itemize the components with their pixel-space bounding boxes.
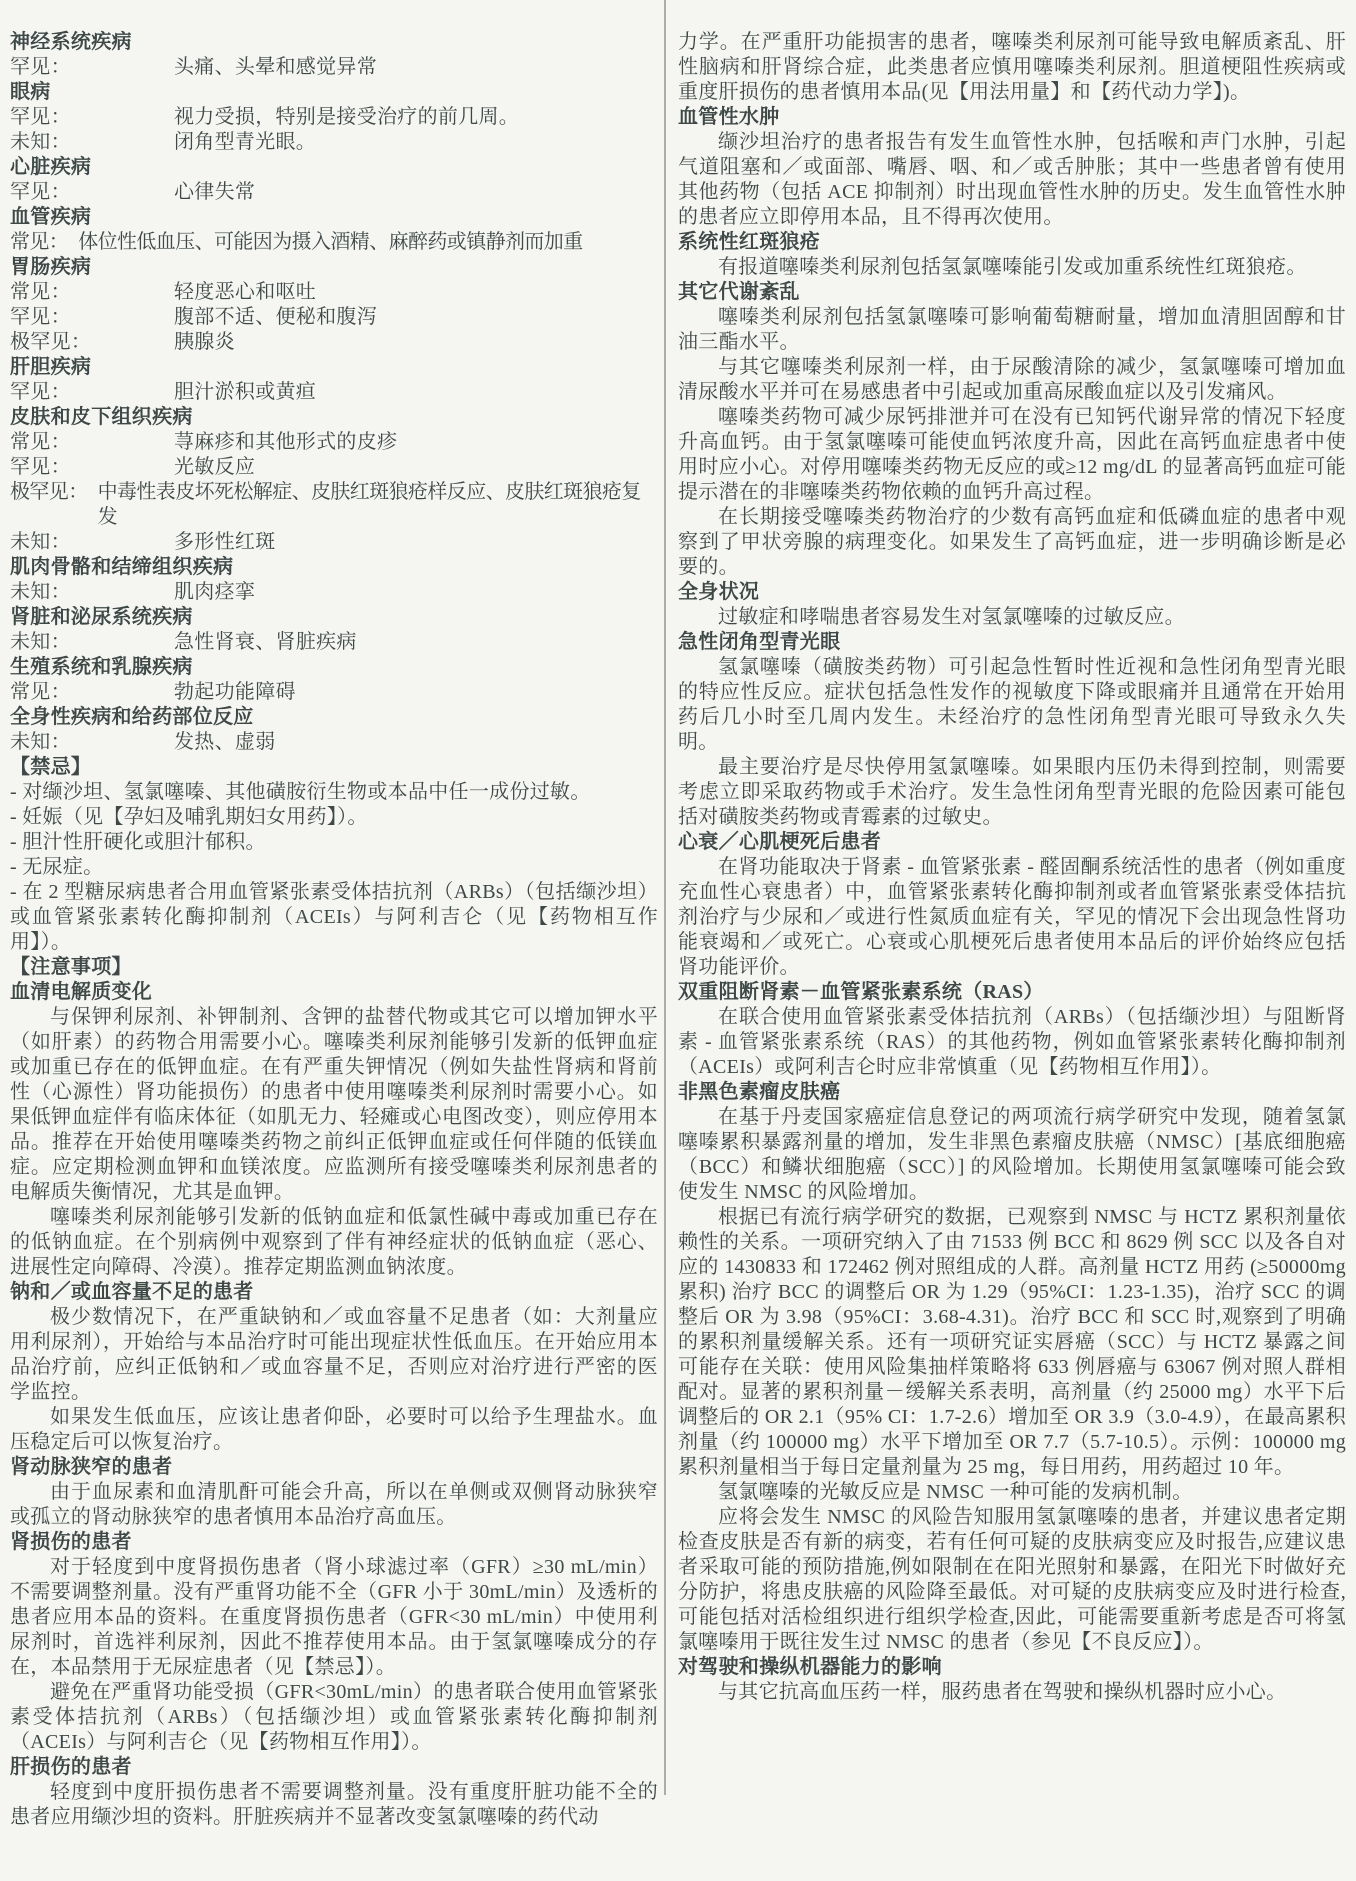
frequency-text: 腹部不适、便秘和腹泻	[174, 306, 377, 328]
section-heading: 系统性红斑狼疮	[678, 231, 821, 253]
frequency-text: 荨麻疹和其他形式的皮疹	[174, 431, 398, 453]
frequency-text: 轻度恶心和呕吐	[174, 281, 317, 303]
body-paragraph: 极少数情况下，在严重缺钠和／或血容量不足患者（如：大剂量应用利尿剂），开始给与本品治疗时可能出现症状性低血压。在开始应用本品治疗前，应纠正低钠和／或血容量不足，否则应对治疗进行严密的医学监控。	[10, 1306, 658, 1403]
frequency-text: 头痛、头晕和感觉异常	[174, 56, 377, 78]
section-heading: 全身性疾病和给药部位反应	[10, 706, 254, 728]
section-heading: 其它代谢紊乱	[678, 281, 800, 303]
frequency-label: 极罕见：	[10, 481, 88, 503]
body-paragraph: 在肾功能取决于肾素 - 血管紧张素 - 醛固酮系统活性的患者（例如重度充血性心衰患者）中，血管紧张素转化酶抑制剂或者血管紧张素受体拮抗剂治疗与少尿和／或进行性氮质血症有关，罕见的情况下会出现急性肾功能衰竭和／或死亡。心衰或心肌梗死后患者使用本品后的评价始终应包括肾功能评价。	[678, 856, 1346, 978]
frequency-label: 常见：	[10, 231, 69, 253]
section-heading: 对驾驶和操纵机器能力的影响	[678, 1656, 942, 1678]
left-column	[10, 30, 658, 1830]
contraindication-item: - 在 2 型糖尿病患者合用血管紧张素受体拮抗剂（ARBs）（包括缬沙坦）或血管紧张素转化酶抑制剂（ACEIs）与阿利吉仑（见【药物相互作用】）。	[10, 881, 658, 953]
frequency-label: 常见：	[10, 681, 71, 703]
body-paragraph: 根据已有流行病学研究的数据，已观察到 NMSC 与 HCTZ 累积剂量依赖性的关系。一项研究纳入了由 71533 例 BCC 和 8629 例 SCC 以及各自对应的 1430833 和 172462 例对照组成的人群。高剂量 HCTZ 用药 (≥50000mg 累积) 治疗 BCC 的调整后 OR 为 1.29（95%CI：1.23-1.35)，治疗 SCC 的调整后 OR 为 3.98（95%CI：3.68-4.31)。治疗 BCC 和 SCC 时,观察到了明确的累积剂量缓解关系。还有一项研究证实唇癌（SCC）与 HCTZ 暴露之间可能存在关联：使用风险集抽样策略将 633 例唇癌与 63067 例对照人群相配对。显著的累积剂量－缓解关系表明，高剂量（约 25000 mg）水平下后调整后的 OR 2.1（95% CI：1.7-2.6）增加至 OR 3.9（3.0-4.9），在最高累积剂量（约 100000 mg）水平下增加至 OR 7.7（5.7-10.5）。示例：100000 mg 累积剂量相当于每日定量剂量为 25 mg，每日用药，用药超过 10 年。	[678, 1206, 1346, 1478]
frequency-text: 胰腺炎	[174, 331, 235, 353]
section-heading: 肝损伤的患者	[10, 1756, 132, 1778]
body-paragraph: 噻嗪类利尿剂包括氢氯噻嗪可影响葡萄糖耐量，增加血清胆固醇和甘油三酯水平。	[678, 306, 1346, 353]
adverse-reaction-row	[10, 230, 658, 255]
adverse-reaction-row	[10, 730, 658, 755]
section-heading: 心脏疾病	[10, 156, 92, 178]
frequency-label: 极罕见：	[10, 331, 92, 353]
frequency-label: 罕见：	[10, 381, 71, 403]
body-paragraph: 过敏症和哮喘患者容易发生对氢氯噻嗪的过敏反应。	[718, 606, 1185, 628]
frequency-text: 急性肾衰、肾脏疾病	[174, 631, 357, 653]
body-paragraph: 最主要治疗是尽快停用氢氯噻嗪。如果眼内压仍未得到控制，则需要考虑立即采取药物或手术治疗。发生急性闭角型青光眼的危险因素可能包括对磺胺类药物或青霉素的过敏史。	[678, 756, 1346, 828]
body-paragraph: 轻度到中度肝损伤患者不需要调整剂量。没有重度肝脏功能不全的患者应用缬沙坦的资料。肝脏疾病并不显著改变氢氯噻嗪的药代动	[10, 1781, 658, 1828]
section-heading: 肝胆疾病	[10, 356, 92, 378]
frequency-label: 未知：	[10, 531, 71, 553]
contraindication-item: - 妊娠（见【孕妇及哺乳期妇女用药】）。	[10, 806, 368, 828]
section-heading: 心衰／心肌梗死后患者	[678, 831, 881, 853]
adverse-reaction-row	[10, 580, 658, 605]
section-heading: 神经系统疾病	[10, 31, 132, 53]
section-heading: 肌肉骨骼和结缔组织疾病	[10, 556, 234, 578]
frequency-text: 多形性红斑	[174, 531, 276, 553]
frequency-label: 未知：	[10, 731, 71, 753]
frequency-label: 罕见：	[10, 306, 71, 328]
section-heading: 肾动脉狭窄的患者	[10, 1456, 173, 1478]
body-paragraph: 氢氯噻嗪（磺胺类药物）可引起急性暂时性近视和急性闭角型青光眼的特应性反应。症状包括急性发作的视敏度下降或眼痛并且通常在开始用药后几小时至几周内发生。未经治疗的急性闭角型青光眼可导致永久失明。	[678, 656, 1346, 753]
adverse-reaction-row	[10, 55, 658, 80]
adverse-reaction-row	[10, 380, 658, 405]
adverse-reaction-row	[10, 630, 658, 655]
section-heading: 眼病	[10, 81, 51, 103]
bracket-section-heading: 【禁忌】	[10, 756, 92, 778]
frequency-text: 中毒性表皮坏死松解症、皮肤红斑狼疮样反应、皮肤红斑狼疮复发	[97, 481, 641, 528]
adverse-reaction-row	[10, 280, 658, 305]
section-heading: 肾脏和泌尿系统疾病	[10, 606, 193, 628]
body-paragraph: 应将会发生 NMSC 的风险告知服用氢氯噻嗪的患者，并建议患者定期检查皮肤是否有新的病变，若有任何可疑的皮肤病变应及时报告,应建议患者采取可能的预防措施,例如限制在在阳光照射和暴露，在阳光下时做好充分防护，将患皮肤癌的风险降至最低。对可疑的皮肤病变应及时进行检查,可能包括对活检组织进行组织学检查,因此，可能需要重新考虑是否可将氢氯噻嗪用于既往发生过 NMSC 的患者（参见【不良反应】）。	[678, 1506, 1346, 1653]
frequency-label: 罕见：	[10, 56, 71, 78]
section-heading: 钠和／或血容量不足的患者	[10, 1281, 254, 1303]
section-heading: 胃肠疾病	[10, 256, 92, 278]
body-paragraph: 如果发生低血压，应该让患者仰卧，必要时可以给予生理盐水。血压稳定后可以恢复治疗。	[10, 1406, 658, 1453]
frequency-text: 发热、虚弱	[174, 731, 276, 753]
contraindication-item: - 无尿症。	[10, 856, 104, 878]
frequency-label: 常见：	[10, 431, 71, 453]
frequency-label: 罕见：	[10, 456, 71, 478]
frequency-text: 勃起功能障碍	[174, 681, 296, 703]
adverse-reaction-row	[10, 530, 658, 555]
section-heading: 非黑色素瘤皮肤癌	[678, 1081, 841, 1103]
section-heading: 生殖系统和乳腺疾病	[10, 656, 193, 678]
section-heading: 血清电解质变化	[10, 981, 153, 1003]
section-heading: 皮肤和皮下组织疾病	[10, 406, 193, 428]
body-paragraph: 在基于丹麦国家癌症信息登记的两项流行病学研究中发现，随着氢氯噻嗪累积暴露剂量的增加，发生非黑色素瘤皮肤癌（NMSC）[基底细胞癌（BCC）和鳞状细胞癌（SCC）] 的风险增加。长期使用氢氯噻嗪可能会致使发生 NMSC 的风险增加。	[678, 1106, 1346, 1203]
body-paragraph: 与其它噻嗪类利尿剂一样，由于尿酸清除的减少，氢氯噻嗪可增加血清尿酸水平并可在易感患者中引起或加重高尿酸血症以及引发痛风。	[678, 356, 1346, 403]
section-heading: 双重阻断肾素－血管紧张素系统（RAS）	[678, 981, 1044, 1003]
body-paragraph: 噻嗪类利尿剂能够引发新的低钠血症和低氯性碱中毒或加重已存在的低钠血症。在个别病例中观察到了伴有神经症状的低钠血症（恶心、进展性定向障碍、冷漠）。推荐定期监测血钠浓度。	[10, 1206, 658, 1278]
section-heading: 急性闭角型青光眼	[678, 631, 841, 653]
adverse-reaction-row	[10, 105, 658, 130]
contraindication-item: - 对缬沙坦、氢氯噻嗪、其他磺胺衍生物或本品中任一成份过敏。	[10, 781, 591, 803]
body-paragraph: 力学。在严重肝功能损害的患者，噻嗪类利尿剂可能导致电解质紊乱、肝性脑病和肝肾综合症，此类患者应慎用噻嗪类利尿剂。胆道梗阻性疾病或重度肝损伤的患者慎用本品(见【用法用量】和【药代动力学】)。	[678, 31, 1346, 103]
body-paragraph: 噻嗪类药物可减少尿钙排泄并可在没有已知钙代谢异常的情况下轻度升高血钙。由于氢氯噻嗪可能使血钙浓度升高，因此在高钙血症患者中使用时应小心。对停用噻嗪类药物无反应的或≥12 mg/dL 的显著高钙血症可能提示潜在的非噻嗪类药物依赖的血钙升高过程。	[678, 406, 1346, 503]
adverse-reaction-row	[10, 430, 658, 455]
frequency-text: 胆汁淤积或黄疸	[174, 381, 317, 403]
adverse-reaction-row	[10, 330, 658, 355]
body-paragraph: 在联合使用血管紧张素受体拮抗剂（ARBs）（包括缬沙坦）与阻断肾素 - 血管紧张素系统（RAS）的其他药物，例如血管紧张素转化酶抑制剂（ACEIs）或阿利吉仑时应非常慎重（见【药物相互作用】）。	[678, 1006, 1346, 1078]
adverse-reaction-row	[10, 130, 658, 155]
frequency-label: 罕见：	[10, 181, 71, 203]
column-divider	[664, 0, 666, 1795]
section-heading: 肾损伤的患者	[10, 1531, 132, 1553]
frequency-text: 肌肉痉挛	[174, 581, 256, 603]
section-heading: 血管性水肿	[678, 106, 780, 128]
frequency-text: 闭角型青光眼。	[174, 131, 317, 153]
body-paragraph: 缬沙坦治疗的患者报告有发生血管性水肿，包括喉和声门水肿，引起气道阻塞和／或面部、嘴唇、咽、和／或舌肿胀；其中一些患者曾有使用其他药物（包括 ACE 抑制剂）时出现血管性水肿的历史。发生血管性水肿的患者应立即停用本品，且不得再次使用。	[678, 131, 1346, 228]
frequency-text: 体位性低血压、可能因为摄入酒精、麻醉药或镇静剂而加重	[78, 231, 583, 253]
adverse-reaction-row	[10, 480, 658, 530]
right-column	[678, 30, 1346, 1705]
body-paragraph: 由于血尿素和血清肌酐可能会升高，所以在单侧或双侧肾动脉狭窄或孤立的肾动脉狭窄的患者慎用本品治疗高血压。	[10, 1481, 658, 1528]
frequency-label: 未知：	[10, 131, 71, 153]
adverse-reaction-row	[10, 305, 658, 330]
frequency-label: 罕见：	[10, 106, 71, 128]
section-heading: 全身状况	[678, 581, 760, 603]
adverse-reaction-row	[10, 680, 658, 705]
frequency-label: 常见：	[10, 281, 71, 303]
frequency-text: 光敏反应	[174, 456, 256, 478]
adverse-reaction-row	[10, 180, 658, 205]
frequency-text: 心律失常	[174, 181, 256, 203]
body-paragraph: 与其它抗高血压药一样，服药患者在驾驶和操纵机器时应小心。	[718, 1681, 1287, 1703]
body-paragraph: 与保钾利尿剂、补钾制剂、含钾的盐替代物或其它可以增加钾水平（如肝素）的药物合用需要小心。噻嗪类利尿剂能够引发新的低钾血症或加重已存在的低钾血症。在有严重失钾情况（例如失盐性肾病和肾前性（心源性）肾功能损伤）的患者中使用噻嗪类利尿剂时需要小心。如果低钾血症伴有临床体征（如肌无力、轻瘫或心电图改变），则应停用本品。推荐在开始使用噻嗪类药物之前纠正低钾血症或任何伴随的低镁血症。应定期检测血钾和血镁浓度。应监测所有接受噻嗪类利尿剂患者的电解质失衡情况，尤其是血钾。	[10, 1006, 658, 1203]
bracket-section-heading: 【注意事项】	[10, 956, 132, 978]
body-paragraph: 有报道噻嗪类利尿剂包括氢氯噻嗪能引发或加重系统性红斑狼疮。	[718, 256, 1307, 278]
adverse-reaction-row	[10, 455, 658, 480]
frequency-text: 视力受损，特别是接受治疗的前几周。	[174, 106, 520, 128]
body-paragraph: 避免在严重肾功能受损（GFR<30mL/min）的患者联合使用血管紧张素受体拮抗剂（ARBs）（包括缬沙坦）或血管紧张素转化酶抑制剂（ACEIs）与阿利吉仑（见【药物相互作用】）。	[10, 1681, 658, 1753]
contraindication-item: - 胆汁性肝硬化或胆汁郁积。	[10, 831, 266, 853]
body-paragraph: 氢氯噻嗪的光敏反应是 NMSC 一种可能的发病机制。	[718, 1481, 1193, 1503]
frequency-label: 未知：	[10, 631, 71, 653]
section-heading: 血管疾病	[10, 206, 92, 228]
body-paragraph: 在长期接受噻嗪类药物治疗的少数有高钙血症和低磷血症的患者中观察到了甲状旁腺的病理变化。如果发生了高钙血症，进一步明确诊断是必要的。	[678, 506, 1346, 578]
frequency-label: 未知：	[10, 581, 71, 603]
body-paragraph: 对于轻度到中度肾损伤患者（肾小球滤过率（GFR）≥30 mL/min）不需要调整剂量。没有严重肾功能不全（GFR 小于 30mL/min）及透析的患者应用本品的资料。在重度肾损伤患者（GFR<30 mL/min）中使用利尿剂时，首选袢利尿剂，因此不推荐使用本品。由于氢氯噻嗪成分的存在，本品禁用于无尿症患者（见【禁忌】）。	[10, 1556, 658, 1678]
